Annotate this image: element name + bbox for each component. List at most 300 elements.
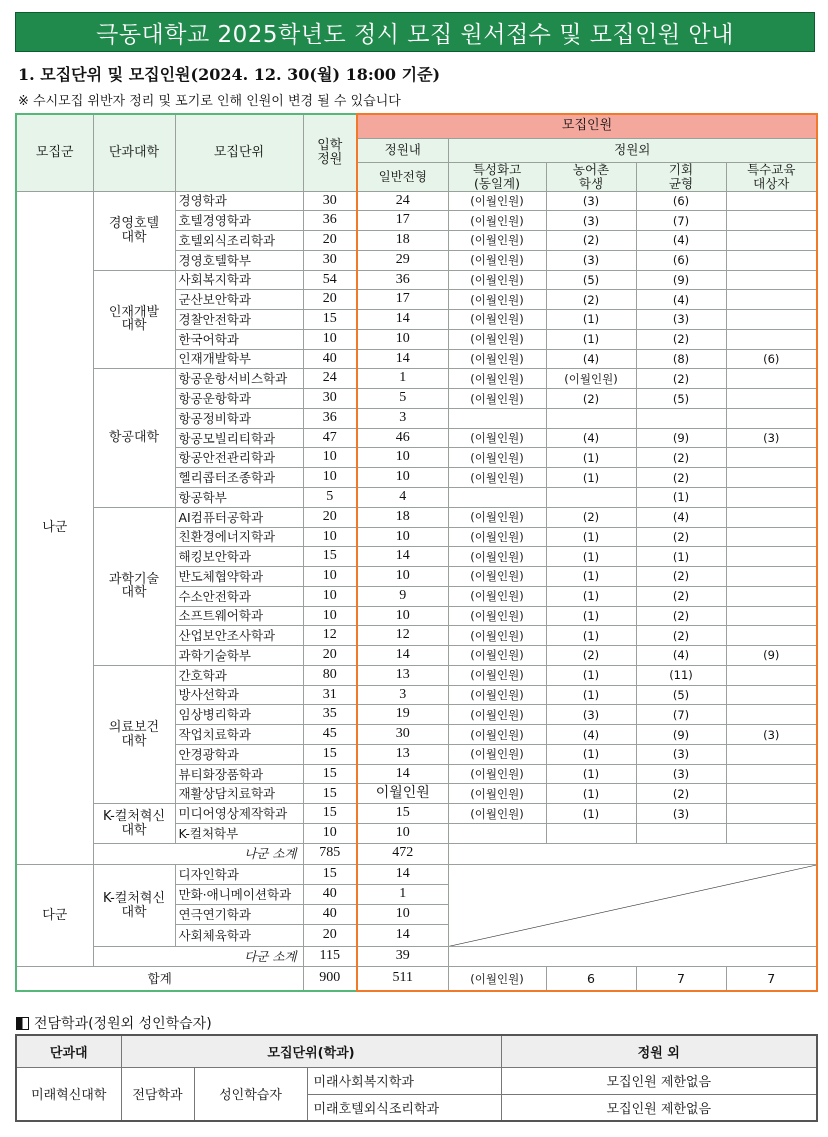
college-name-line1: K-컬처혁신 (102, 890, 166, 906)
unit-name: 뷰티화장품학과 (175, 764, 303, 784)
group-na: 나군 (16, 191, 93, 864)
special-edu-count: (9) (726, 646, 817, 666)
special-edu-count (726, 250, 817, 270)
equal-count: (3) (636, 744, 726, 764)
specialized-count: (이월인원) (448, 527, 546, 547)
rural-count (546, 487, 636, 507)
rural-count: (1) (546, 784, 636, 804)
specialized-count: (이월인원) (448, 784, 546, 804)
unit-name: 호텔외식조리학과 (175, 231, 303, 251)
college-name-line1: 과학기술 (108, 571, 160, 587)
special-edu-count (726, 626, 817, 646)
not-applicable-cell (448, 864, 817, 946)
admission-quota: 15 (303, 547, 357, 567)
admission-quota: 20 (303, 646, 357, 666)
equal-count: (9) (636, 428, 726, 448)
specialized-count: (이월인원) (448, 804, 546, 824)
unit-name: 항공모빌리티학과 (175, 428, 303, 448)
special-edu-count (726, 764, 817, 784)
general-count: 46 (357, 428, 448, 448)
general-count: 9 (357, 586, 448, 606)
admission-quota: 15 (303, 764, 357, 784)
admission-quota: 54 (303, 270, 357, 290)
sub-type: 전담학과 (121, 1067, 194, 1121)
general-count: 19 (357, 705, 448, 725)
general-count: 12 (357, 626, 448, 646)
equal-count: (11) (636, 665, 726, 685)
equal-count (636, 824, 726, 844)
admission-quota: 40 (303, 905, 357, 925)
rural-count: (5) (546, 270, 636, 290)
general-count: 4 (357, 487, 448, 507)
special-edu-count (726, 191, 817, 211)
diagonal-line (449, 865, 817, 946)
subtotal-label: 다군 소계 (93, 947, 303, 967)
admission-quota: 20 (303, 290, 357, 310)
recruitment-table (15, 113, 818, 992)
equal-count: (9) (636, 725, 726, 745)
table-row (16, 191, 817, 211)
admission-quota: 47 (303, 428, 357, 448)
header-rural-line2: 학생 (578, 175, 604, 191)
specialized-count: (이월인원) (448, 231, 546, 251)
rural-count: (1) (546, 665, 636, 685)
unit-name: 사회복지학과 (175, 270, 303, 290)
equal-count (636, 408, 726, 428)
header-rural (546, 162, 636, 191)
general-count: 14 (357, 310, 448, 330)
admission-quota: 10 (303, 468, 357, 488)
unit-name: 경영호텔학부 (175, 250, 303, 270)
special-edu-count (726, 804, 817, 824)
header-equal-opportunity (636, 162, 726, 191)
sub-college: 미래혁신대학 (16, 1067, 121, 1121)
rural-count: (2) (546, 646, 636, 666)
rural-count: (1) (546, 626, 636, 646)
equal-count: (4) (636, 646, 726, 666)
sub-header-unit: 모집단위(학과) (121, 1035, 501, 1067)
specialized-count: (이월인원) (448, 665, 546, 685)
header-group: 모집군 (16, 114, 93, 191)
subtotal-empty (448, 947, 817, 967)
header-college: 단과대학 (93, 114, 175, 191)
specialized-count: (이월인원) (448, 567, 546, 587)
admission-quota: 30 (303, 191, 357, 211)
special-edu-count (726, 290, 817, 310)
unit-name: 간호학과 (175, 665, 303, 685)
rural-count: (1) (546, 527, 636, 547)
admission-quota: 36 (303, 211, 357, 231)
college-name-line2: 대학 (121, 904, 147, 920)
unit-name: 군산보안학과 (175, 290, 303, 310)
unit-name: AI컴퓨터공학과 (175, 507, 303, 527)
specialized-count: (이월인원) (448, 290, 546, 310)
subtotal-general: 39 (357, 947, 448, 967)
section-title: 1. 모집단위 및 모집인원(2024. 12. 30(월) 18:00 기준) (18, 65, 441, 84)
unit-name: 연극연기학과 (175, 905, 303, 925)
general-count: 15 (357, 804, 448, 824)
half-square-icon (16, 1017, 29, 1030)
equal-count: (2) (636, 369, 726, 389)
subtotal-quota: 115 (303, 947, 357, 967)
college-name (93, 665, 175, 803)
admission-quota: 30 (303, 250, 357, 270)
sub-learner: 성인학습자 (194, 1067, 307, 1121)
specialized-count: (이월인원) (448, 349, 546, 369)
general-count: 3 (357, 408, 448, 428)
general-count: 30 (357, 725, 448, 745)
admission-quota: 15 (303, 310, 357, 330)
sub-dept-name: 미래호텔외식조리학과 (307, 1094, 501, 1121)
header-admission-line2: 정원 (317, 151, 343, 167)
specialized-count: (이월인원) (448, 586, 546, 606)
header-special-edu-line1: 특수교육 (747, 162, 796, 178)
specialized-count: (이월인원) (448, 389, 546, 409)
equal-count: (5) (636, 685, 726, 705)
general-count: 1 (357, 369, 448, 389)
total-rural: 6 (546, 967, 636, 991)
subtotal-empty (448, 843, 817, 864)
equal-count: (8) (636, 349, 726, 369)
unit-name: 산업보안조사학과 (175, 626, 303, 646)
unit-name: K-컬처학부 (175, 824, 303, 844)
college-name-line1: 의료보건 (108, 719, 160, 735)
equal-count: (5) (636, 389, 726, 409)
rural-count: (1) (546, 468, 636, 488)
general-count: 1 (357, 884, 448, 904)
dedicated-dept-table-wrapper (15, 1034, 816, 1120)
unit-name: 임상병리학과 (175, 705, 303, 725)
subtotal-quota: 785 (303, 843, 357, 864)
special-edu-count (726, 507, 817, 527)
admission-quota: 80 (303, 665, 357, 685)
unit-name: 항공안전관리학과 (175, 448, 303, 468)
header-admission-quota (303, 114, 357, 191)
special-edu-count (726, 586, 817, 606)
unit-name: 항공학부 (175, 487, 303, 507)
general-count: 10 (357, 329, 448, 349)
table-row (16, 864, 817, 884)
sub-dept-limit: 모집인원 제한없음 (501, 1094, 817, 1121)
admission-quota: 20 (303, 231, 357, 251)
admission-quota: 10 (303, 606, 357, 626)
admission-quota: 15 (303, 804, 357, 824)
group-da: 다군 (16, 864, 93, 966)
admission-quota: 5 (303, 487, 357, 507)
rural-count: (3) (546, 250, 636, 270)
unit-name: 수소안전학과 (175, 586, 303, 606)
table-row (16, 507, 817, 527)
general-count: 10 (357, 527, 448, 547)
college-name (93, 804, 175, 844)
admission-quota: 40 (303, 884, 357, 904)
header-specialized-line2: (동일계) (474, 175, 520, 191)
equal-count: (6) (636, 191, 726, 211)
special-edu-count (726, 665, 817, 685)
header-specialized (448, 162, 546, 191)
rural-count (546, 408, 636, 428)
page-banner: 극동대학교 2025학년도 정시 모집 원서접수 및 모집인원 안내 (15, 12, 815, 52)
rural-count: (1) (546, 744, 636, 764)
header-special-edu-line2: 대상자 (753, 175, 790, 191)
rural-count: (2) (546, 290, 636, 310)
rural-count: (1) (546, 606, 636, 626)
equal-count: (6) (636, 250, 726, 270)
rural-count: (3) (546, 211, 636, 231)
specialized-count: (이월인원) (448, 764, 546, 784)
admission-quota: 20 (303, 925, 357, 947)
rural-count: (1) (546, 329, 636, 349)
table-row (16, 665, 817, 685)
specialized-count: (이월인원) (448, 191, 546, 211)
special-edu-count (726, 389, 817, 409)
total-special-edu: 7 (726, 967, 817, 991)
specialized-count: (이월인원) (448, 428, 546, 448)
general-count: 14 (357, 547, 448, 567)
admission-quota: 40 (303, 349, 357, 369)
general-count: 18 (357, 231, 448, 251)
college-name (93, 507, 175, 665)
general-count: 18 (357, 507, 448, 527)
header-recruit: 모집인원 (357, 114, 817, 138)
table-row (16, 804, 817, 824)
specialized-count: (이월인원) (448, 725, 546, 745)
unit-name: 재활상담치료학과 (175, 784, 303, 804)
specialized-count: (이월인원) (448, 329, 546, 349)
college-name (93, 191, 175, 270)
rural-count: (4) (546, 349, 636, 369)
header-rural-line1: 농어촌 (572, 162, 610, 178)
special-edu-count (726, 685, 817, 705)
unit-name: 경영학과 (175, 191, 303, 211)
total-general: 511 (357, 967, 448, 991)
specialized-count: (이월인원) (448, 270, 546, 290)
unit-name: 친환경에너지학과 (175, 527, 303, 547)
admission-quota: 31 (303, 685, 357, 705)
specialized-count: (이월인원) (448, 606, 546, 626)
sub-header-college: 단과대 (16, 1035, 121, 1067)
equal-count: (2) (636, 468, 726, 488)
equal-count: (4) (636, 507, 726, 527)
general-count: 3 (357, 685, 448, 705)
equal-count: (3) (636, 764, 726, 784)
equal-count: (3) (636, 804, 726, 824)
equal-count: (4) (636, 290, 726, 310)
special-edu-count (726, 369, 817, 389)
special-edu-count (726, 606, 817, 626)
special-edu-count: (3) (726, 725, 817, 745)
college-name-line1: 인재개발 (108, 304, 160, 320)
special-edu-count (726, 744, 817, 764)
general-count: 10 (357, 468, 448, 488)
equal-count: (2) (636, 626, 726, 646)
rural-count: (3) (546, 705, 636, 725)
special-edu-count (726, 824, 817, 844)
equal-count: (4) (636, 231, 726, 251)
specialized-count (448, 487, 546, 507)
unit-name: 디자인학과 (175, 864, 303, 884)
notice-text: ※ 수시모집 위반자 정리 및 포기로 인해 인원이 변경 될 수 있습니다 (18, 94, 401, 109)
specialized-count (448, 408, 546, 428)
special-edu-count (726, 231, 817, 251)
specialized-count: (이월인원) (448, 310, 546, 330)
unit-name: 사회체육학과 (175, 925, 303, 947)
unit-name: 헬리콥터조종학과 (175, 468, 303, 488)
college-name: 항공대학 (93, 369, 175, 507)
special-edu-count (726, 211, 817, 231)
header-unit: 모집단위 (175, 114, 303, 191)
unit-name: 소프트웨어학과 (175, 606, 303, 626)
general-count: 17 (357, 211, 448, 231)
specialized-count: (이월인원) (448, 468, 546, 488)
special-edu-count (726, 705, 817, 725)
specialized-count: (이월인원) (448, 685, 546, 705)
unit-name: 호텔경영학과 (175, 211, 303, 231)
header-general: 일반전형 (357, 162, 448, 191)
college-name-line2: 대학 (121, 318, 147, 334)
admission-quota: 12 (303, 626, 357, 646)
general-count: 5 (357, 389, 448, 409)
special-edu-count: (6) (726, 349, 817, 369)
rural-count: (1) (546, 567, 636, 587)
rural-count: (1) (546, 448, 636, 468)
sub-dept-limit: 모집인원 제한없음 (501, 1067, 817, 1094)
unit-name: 인재개발학부 (175, 349, 303, 369)
equal-count: (1) (636, 547, 726, 567)
unit-name: 반도체협약학과 (175, 567, 303, 587)
special-edu-count (726, 487, 817, 507)
total-specialized: (이월인원) (448, 967, 546, 991)
rural-count (546, 824, 636, 844)
rural-count: (4) (546, 428, 636, 448)
special-edu-count (726, 784, 817, 804)
rural-count: (3) (546, 191, 636, 211)
specialized-count: (이월인원) (448, 250, 546, 270)
specialized-count: (이월인원) (448, 448, 546, 468)
sub-section-title (16, 1013, 212, 1033)
header-equal-line2: 균형 (668, 175, 694, 191)
general-count: 13 (357, 665, 448, 685)
header-equal-line1: 기회 (668, 162, 694, 178)
equal-count: (9) (636, 270, 726, 290)
general-count: 10 (357, 905, 448, 925)
admission-quota: 10 (303, 527, 357, 547)
equal-count: (2) (636, 567, 726, 587)
total-row (16, 967, 817, 991)
rural-count: (1) (546, 804, 636, 824)
admission-quota: 15 (303, 744, 357, 764)
rural-count: (2) (546, 231, 636, 251)
college-name (93, 864, 175, 946)
header-inside-quota: 정원내 (357, 138, 448, 162)
unit-name: 안경광학과 (175, 744, 303, 764)
total-quota: 900 (303, 967, 357, 991)
unit-name: 경찰안전학과 (175, 310, 303, 330)
college-name-line1: K-컬처혁신 (102, 808, 166, 824)
unit-name: 항공정비학과 (175, 408, 303, 428)
rural-count: (4) (546, 725, 636, 745)
specialized-count: (이월인원) (448, 705, 546, 725)
equal-count: (1) (636, 487, 726, 507)
specialized-count: (이월인원) (448, 369, 546, 389)
specialized-count: (이월인원) (448, 507, 546, 527)
header-admission-line1: 입학 (317, 138, 343, 154)
rural-count: (1) (546, 586, 636, 606)
subtotal-row (16, 947, 817, 967)
specialized-count: (이월인원) (448, 211, 546, 231)
rural-count: (1) (546, 764, 636, 784)
unit-name: 한국어학과 (175, 329, 303, 349)
table-row (16, 270, 817, 290)
dedicated-dept-table (15, 1034, 818, 1122)
recruitment-table-wrapper (15, 113, 816, 992)
rural-count: (2) (546, 507, 636, 527)
unit-name: 해킹보안학과 (175, 547, 303, 567)
general-count: 14 (357, 925, 448, 947)
equal-count: (2) (636, 329, 726, 349)
equal-count: (7) (636, 211, 726, 231)
unit-name: 과학기술학부 (175, 646, 303, 666)
college-name-line1: 경영호텔 (108, 215, 160, 231)
special-edu-count (726, 310, 817, 330)
subtotal-row (16, 843, 817, 864)
admission-quota: 20 (303, 507, 357, 527)
college-name-line2: 대학 (121, 229, 147, 245)
general-count: 이월인원 (357, 784, 448, 804)
equal-count: (3) (636, 310, 726, 330)
admission-quota: 30 (303, 389, 357, 409)
admission-quota: 36 (303, 408, 357, 428)
college-name-line2: 대학 (121, 585, 147, 601)
special-edu-count (726, 270, 817, 290)
unit-name: 방사선학과 (175, 685, 303, 705)
specialized-count (448, 824, 546, 844)
unit-name: 항공운항서비스학과 (175, 369, 303, 389)
specialized-count: (이월인원) (448, 547, 546, 567)
general-count: 17 (357, 290, 448, 310)
unit-name: 미디어영상제작학과 (175, 804, 303, 824)
general-count: 10 (357, 824, 448, 844)
unit-name: 만화·애니메이션학과 (175, 884, 303, 904)
general-count: 10 (357, 606, 448, 626)
general-count: 24 (357, 191, 448, 211)
admission-quota: 10 (303, 329, 357, 349)
equal-count: (2) (636, 606, 726, 626)
special-edu-count: (3) (726, 428, 817, 448)
college-name-line2: 대학 (121, 733, 147, 749)
college-name (93, 270, 175, 369)
general-count: 14 (357, 349, 448, 369)
special-edu-count (726, 527, 817, 547)
header-outside-quota: 정원외 (448, 138, 817, 162)
subtotal-label: 나군 소계 (93, 843, 303, 864)
sub-dept-name: 미래사회복지학과 (307, 1067, 501, 1094)
admission-quota: 10 (303, 824, 357, 844)
rural-count: (1) (546, 310, 636, 330)
equal-count: (2) (636, 527, 726, 547)
sub-section-title-text: 전담학과(정원외 성인학습자) (34, 1016, 212, 1032)
general-count: 36 (357, 270, 448, 290)
admission-quota: 15 (303, 784, 357, 804)
special-edu-count (726, 547, 817, 567)
specialized-count: (이월인원) (448, 626, 546, 646)
specialized-count: (이월인원) (448, 744, 546, 764)
rural-count: (이월인원) (546, 369, 636, 389)
admission-quota: 35 (303, 705, 357, 725)
total-equal: 7 (636, 967, 726, 991)
equal-count: (2) (636, 784, 726, 804)
general-count: 14 (357, 646, 448, 666)
